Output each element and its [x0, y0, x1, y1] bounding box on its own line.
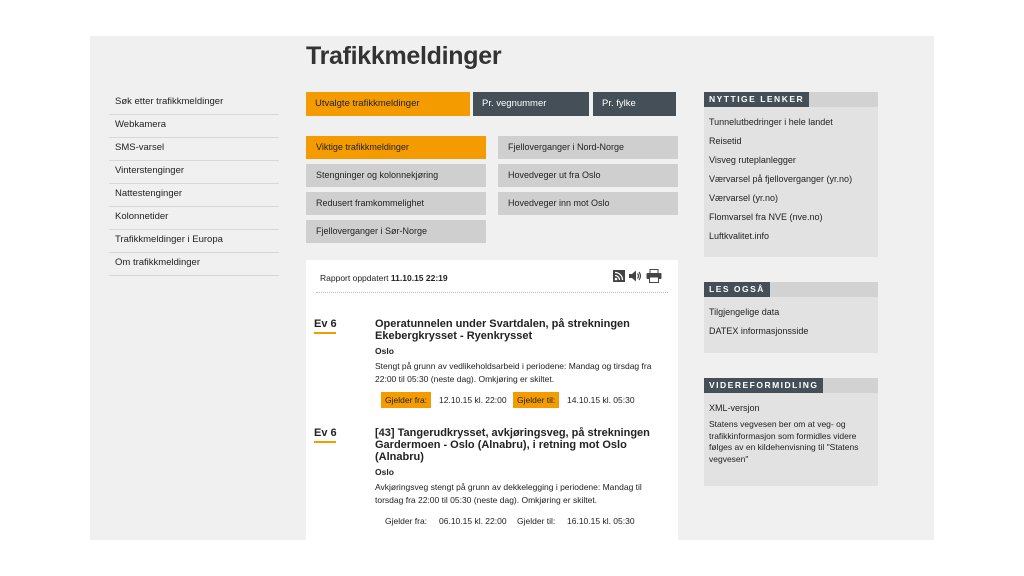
nav-item-convoy-times[interactable]: Kolonnetider: [109, 207, 279, 230]
useful-links-list: [704, 107, 878, 246]
report-updated-label: Rapport oppdatert: [320, 273, 389, 283]
useful-links-box: [704, 92, 878, 257]
nav-item-search[interactable]: Søk etter trafikkmeldinger: [109, 92, 279, 115]
message-title: Operatunnelen under Svartdalen, på strekningen Ekebergkrysset - Ryenkrysset: [375, 318, 630, 342]
link-datex[interactable]: DATEX informasjonsside: [709, 326, 809, 336]
filter-roads-in-oslo[interactable]: Hovedveger inn mot Oslo: [498, 192, 678, 215]
valid-from-label: Gjelder fra:: [381, 392, 431, 408]
redistribution-box: [704, 378, 878, 486]
link-air-quality[interactable]: Luftkvalitet.info: [709, 231, 770, 241]
nav-item-webcam[interactable]: Webkamera: [109, 115, 279, 138]
read-also-header: LES OGSÅ: [704, 282, 770, 297]
message-place: Oslo: [375, 346, 394, 356]
message-place: Oslo: [375, 467, 394, 477]
road-number[interactable]: Ev 6: [314, 427, 337, 439]
read-also-list: [704, 297, 878, 341]
nav-item-about[interactable]: Om trafikkmeldinger: [109, 253, 279, 276]
link-flood-warning[interactable]: Flomvarsel fra NVE (nve.no): [709, 212, 823, 222]
redistribution-content: [704, 393, 878, 465]
valid-from-value: 12.10.15 kl. 22:00: [439, 395, 507, 405]
message-description: Avkjøringsveg stengt på grunn av dekkelegging i periodene: Mandag til torsdag fra 22:00 til 05:30 (neste dag). Omkjøring er skiltet.: [375, 482, 642, 505]
link-available-data[interactable]: Tilgjengelige data: [709, 307, 780, 317]
link-xml-version[interactable]: XML-versjon: [709, 403, 760, 413]
report-updated-value: 11.10.15 22:19: [390, 273, 448, 283]
valid-to-value: 16.10.15 kl. 05:30: [567, 516, 635, 526]
road-underline: [314, 332, 336, 334]
road-underline: [314, 441, 336, 443]
rss-icon[interactable]: [612, 269, 626, 283]
page-title: Trafikkmeldinger: [306, 42, 502, 70]
road-number[interactable]: Ev 6: [314, 318, 337, 330]
link-travel-time[interactable]: Reisetid: [709, 136, 742, 146]
tab-county[interactable]: Pr. fylke: [593, 92, 676, 116]
filter-important[interactable]: Viktige trafikkmeldinger: [306, 136, 486, 159]
nav-item-night-closures[interactable]: Nattestenginger: [109, 184, 279, 207]
read-also-header-bar: [704, 282, 878, 297]
report-divider: [316, 292, 668, 293]
filter-mountain-north[interactable]: Fjelloverganger i Nord-Norge: [498, 136, 678, 159]
filter-roads-out-oslo[interactable]: Hovedveger ut fra Oslo: [498, 164, 678, 187]
report-panel: [306, 260, 678, 540]
message-description: Stengt på grunn av vedlikeholdsarbeid i periodene: Mandag og tirsdag fra 22:00 til 05:30 (neste dag). Omkjøring er skiltet.: [375, 361, 652, 384]
validity-row: [381, 513, 641, 529]
redistribution-header: VIDEREFORMIDLING: [704, 378, 823, 393]
filter-mountain-south[interactable]: Fjelloverganger i Sør-Norge: [306, 220, 486, 243]
useful-links-header-bar: [704, 92, 878, 107]
print-icon[interactable]: [646, 269, 662, 283]
useful-links-header: NYTTIGE LENKER: [704, 92, 809, 107]
tab-selected-messages[interactable]: Utvalgte trafikkmeldinger: [306, 92, 470, 116]
validity-row: [381, 392, 641, 408]
left-nav: [109, 92, 279, 276]
page-container: [90, 36, 934, 540]
link-weather[interactable]: Værvarsel (yr.no): [709, 193, 779, 203]
message-title: [43] Tangerudkrysset, avkjøringsveg, på strekningen Gardermoen - Oslo (Alnabru), i retning mot Oslo (Alnabru): [375, 427, 650, 463]
filter-reduced-passability[interactable]: Redusert framkommelighet: [306, 192, 486, 215]
link-tunnel-upgrades[interactable]: Tunnelutbedringer i hele landet: [709, 117, 833, 127]
filter-closures-convoy[interactable]: Stengninger og kolonnekjøring: [306, 164, 486, 187]
read-also-box: [704, 282, 878, 353]
tab-road-number[interactable]: Pr. vegnummer: [473, 92, 589, 116]
valid-to-label: Gjelder til:: [513, 392, 559, 408]
link-route-planner[interactable]: Visveg ruteplanlegger: [709, 155, 796, 165]
nav-item-winter-closures[interactable]: Vinterstenginger: [109, 161, 279, 184]
report-updated: [320, 273, 448, 283]
valid-to-value: 14.10.15 kl. 05:30: [567, 395, 635, 405]
speaker-icon[interactable]: [628, 269, 642, 283]
nav-item-sms[interactable]: SMS-varsel: [109, 138, 279, 161]
redistribution-text: Statens vegvesen ber om at veg- og trafikkinformasjon som formidles videre følges av en kildehenvisning til "Statens vegvesen": [709, 419, 859, 464]
valid-from-value: 06.10.15 kl. 22:00: [439, 516, 507, 526]
link-mountain-weather[interactable]: Værvarsel på fjelloverganger (yr.no): [709, 174, 853, 184]
valid-from-label: Gjelder fra:: [385, 516, 428, 526]
redistribution-header-bar: [704, 378, 878, 393]
nav-item-europe[interactable]: Trafikkmeldinger i Europa: [109, 230, 279, 253]
valid-to-label: Gjelder til:: [517, 516, 556, 526]
